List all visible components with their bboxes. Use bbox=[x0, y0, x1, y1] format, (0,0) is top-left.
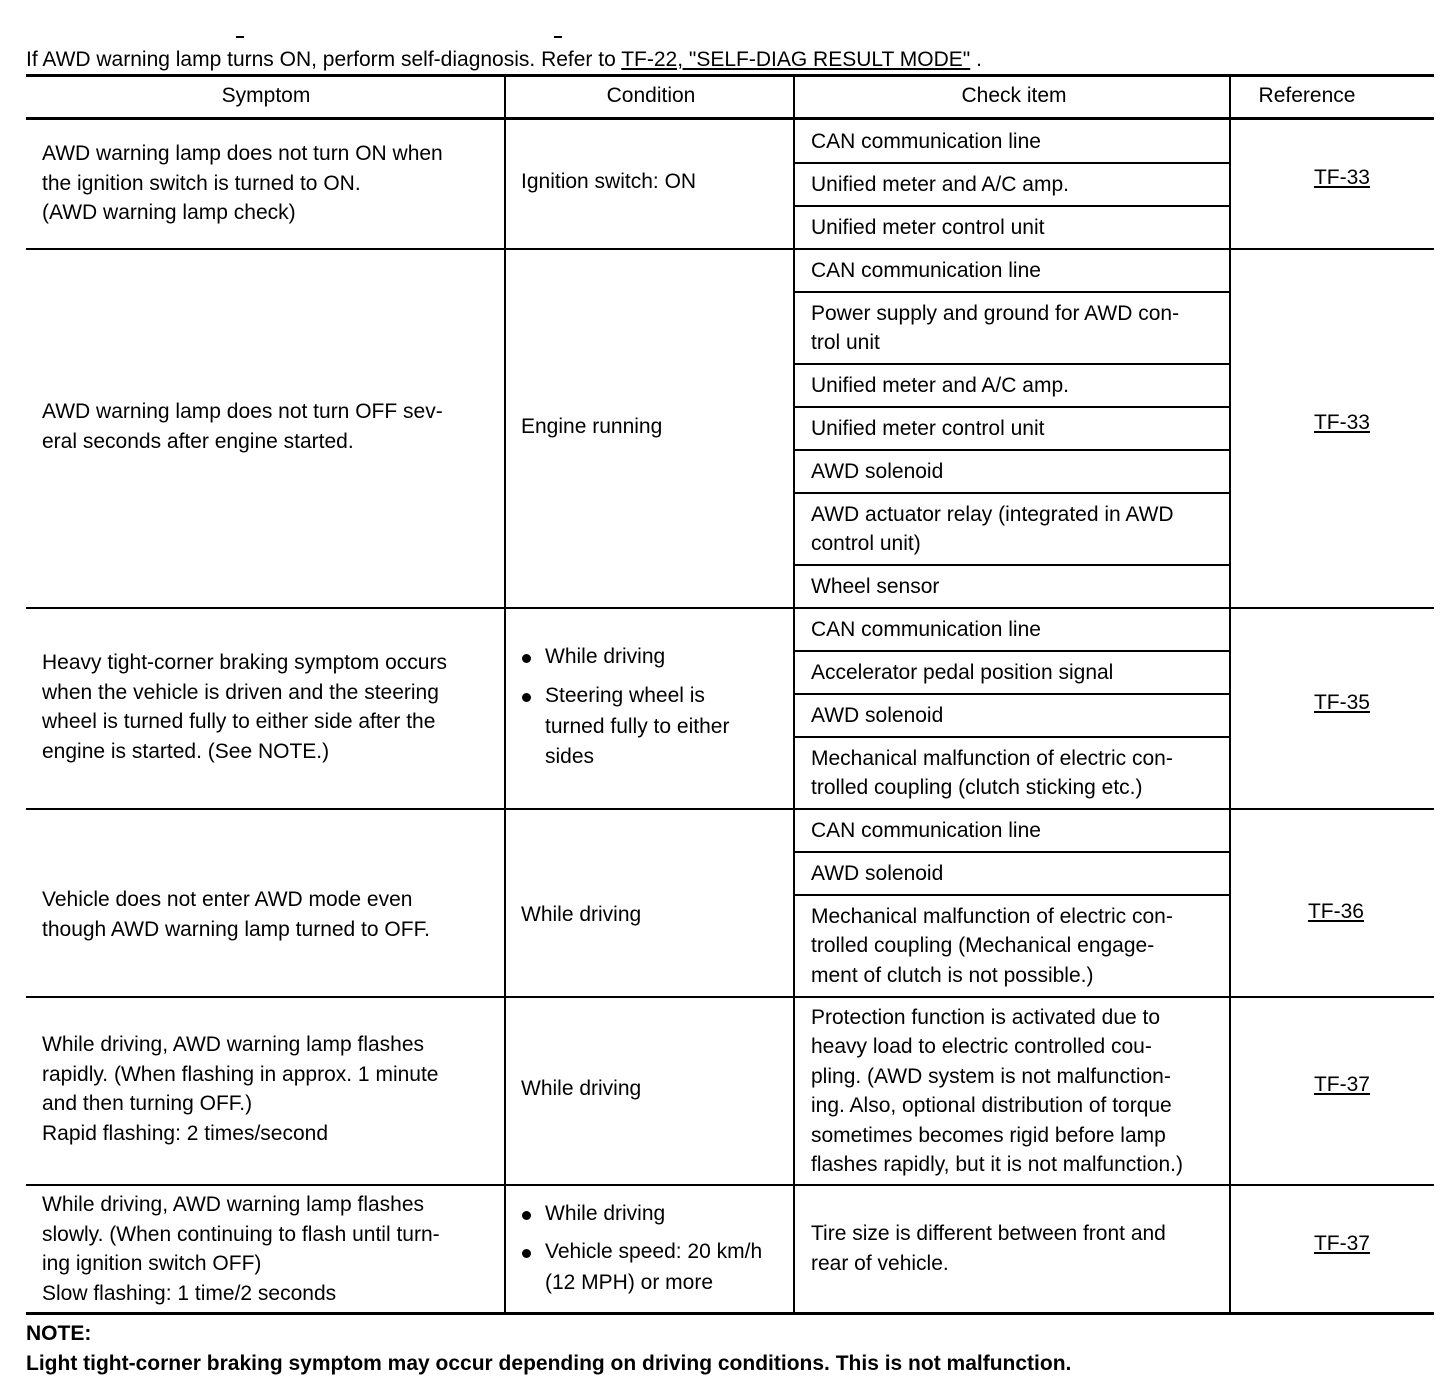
text-line: AWD warning lamp does not turn ON when bbox=[42, 142, 443, 165]
text-line: CAN communication line bbox=[811, 129, 1041, 153]
bullet-icon bbox=[522, 1249, 531, 1258]
bullet-icon bbox=[522, 1211, 531, 1220]
text-line: (12 MPH) or more bbox=[545, 1270, 714, 1294]
condition-cell bbox=[521, 900, 641, 930]
text-line: Unified meter control unit bbox=[811, 215, 1045, 239]
check-item bbox=[811, 170, 1069, 200]
row-divider bbox=[26, 248, 1434, 250]
text-line: Unified meter and A/C amp. bbox=[811, 172, 1069, 196]
check-divider bbox=[795, 291, 1230, 293]
row-divider bbox=[26, 996, 1434, 998]
reference-link[interactable]: TF-36 bbox=[1307, 900, 1364, 923]
text-line: While driving bbox=[521, 1077, 642, 1100]
self-diag-link[interactable]: TF-22, "SELF-DIAG RESULT MODE" bbox=[621, 48, 971, 71]
check-divider bbox=[795, 406, 1230, 408]
note-text: Light tight-corner braking symptom may occur depending on driving conditions. This is not malfunction. bbox=[26, 1352, 1072, 1375]
check-item bbox=[811, 414, 1044, 444]
text-line: AWD actuator relay (integrated in AWD bbox=[811, 502, 1174, 526]
check-item bbox=[811, 701, 943, 731]
intro-tail: . bbox=[970, 48, 982, 71]
check-divider bbox=[795, 492, 1230, 494]
text-line: AWD solenoid bbox=[811, 459, 944, 483]
header-condition: Condition bbox=[606, 84, 696, 107]
text-line: trol unit bbox=[811, 331, 880, 354]
text-line: AWD solenoid bbox=[811, 861, 944, 885]
text-line: sometimes becomes rigid before lamp bbox=[811, 1123, 1166, 1147]
intro-line bbox=[26, 46, 982, 74]
check-item bbox=[811, 1003, 1183, 1180]
text-line: Engine running bbox=[521, 415, 663, 438]
bullet-icon bbox=[522, 693, 531, 702]
col-divider bbox=[1229, 77, 1231, 1313]
check-item bbox=[811, 615, 1041, 645]
check-item bbox=[811, 299, 1179, 358]
text-line: Heavy tight-corner braking symptom occurs bbox=[42, 651, 447, 674]
check-divider bbox=[795, 851, 1230, 853]
check-item bbox=[811, 213, 1044, 243]
text-line: wheel is turned fully to either side after the bbox=[42, 710, 436, 733]
check-divider bbox=[795, 162, 1230, 164]
text-line: trolled coupling (clutch sticking etc.) bbox=[811, 776, 1143, 799]
text-line: While driving bbox=[545, 645, 666, 668]
text-line: engine is started. (See NOTE.) bbox=[42, 739, 330, 763]
row-divider bbox=[26, 607, 1434, 609]
check-item bbox=[811, 457, 943, 487]
text-line: the ignition switch is turned to ON. bbox=[42, 171, 361, 195]
condition-bullet bbox=[545, 1237, 762, 1298]
condition-cell bbox=[521, 412, 662, 442]
symptom-cell bbox=[42, 648, 447, 766]
reference-link[interactable]: TF-37 bbox=[1313, 1232, 1370, 1255]
text-line: slowly. (When continuing to flash until turn- bbox=[42, 1222, 440, 1246]
text-line: While driving, AWD warning lamp flashes bbox=[42, 1193, 425, 1216]
text-line: when the vehicle is driven and the steering bbox=[42, 680, 439, 704]
text-line: Ignition switch: ON bbox=[521, 170, 697, 193]
text-line: turned fully to either bbox=[545, 714, 730, 738]
table-top-border bbox=[26, 74, 1434, 77]
col-divider bbox=[793, 77, 795, 1313]
check-divider bbox=[795, 894, 1230, 896]
bullet-icon bbox=[522, 654, 531, 663]
scan-mark bbox=[554, 36, 562, 38]
text-line: rear of vehicle. bbox=[811, 1251, 949, 1275]
text-line: While driving bbox=[521, 903, 642, 926]
check-item bbox=[811, 256, 1041, 286]
header-bottom-border bbox=[26, 117, 1434, 120]
text-line: Vehicle speed: 20 km/h bbox=[545, 1240, 763, 1263]
text-line: While driving bbox=[545, 1202, 666, 1225]
table-bottom-border bbox=[26, 1312, 1434, 1315]
symptom-cell bbox=[42, 1190, 440, 1308]
text-line: Slow flashing: 1 time/2 seconds bbox=[42, 1281, 337, 1305]
check-item bbox=[811, 902, 1173, 991]
row-divider bbox=[26, 1184, 1434, 1186]
text-line: Mechanical malfunction of electric con- bbox=[811, 746, 1173, 770]
text-line: Rapid flashing: 2 times/second bbox=[42, 1121, 328, 1145]
text-line: Steering wheel is bbox=[545, 684, 705, 707]
intro-text: If AWD warning lamp turns ON, perform self-diagnosis. Refer to bbox=[26, 48, 622, 71]
scan-mark bbox=[236, 36, 244, 38]
text-line: Tire size is different between front and bbox=[811, 1222, 1166, 1245]
text-line: Unified meter and A/C amp. bbox=[811, 373, 1069, 397]
text-line: rapidly. (When flashing in approx. 1 minute bbox=[42, 1062, 439, 1086]
check-item bbox=[811, 371, 1069, 401]
check-divider bbox=[795, 449, 1230, 451]
row-divider bbox=[26, 808, 1434, 810]
symptom-cell bbox=[42, 139, 443, 228]
check-divider bbox=[795, 363, 1230, 365]
reference-link[interactable]: TF-35 bbox=[1313, 691, 1370, 714]
reference-link[interactable]: TF-33 bbox=[1313, 411, 1370, 434]
check-item bbox=[811, 658, 1113, 688]
text-line: flashes rapidly, but it is not malfunction.) bbox=[811, 1153, 1183, 1176]
text-line: While driving, AWD warning lamp flashes bbox=[42, 1033, 425, 1056]
text-line: AWD warning lamp does not turn OFF sev- bbox=[42, 400, 443, 423]
condition-cell bbox=[521, 167, 696, 197]
text-line: Accelerator pedal position signal bbox=[811, 660, 1114, 684]
check-divider bbox=[795, 693, 1230, 695]
text-line: pling. (AWD system is not malfunction- bbox=[811, 1064, 1171, 1088]
check-item bbox=[811, 859, 943, 889]
reference-link[interactable]: TF-33 bbox=[1313, 166, 1370, 189]
check-item bbox=[811, 1219, 1166, 1278]
text-line: trolled coupling (Mechanical engage- bbox=[811, 934, 1155, 958]
text-line: eral seconds after engine started. bbox=[42, 429, 354, 453]
header-check-item: Check item bbox=[961, 84, 1067, 107]
check-item bbox=[811, 816, 1041, 846]
header-symptom: Symptom bbox=[221, 84, 311, 107]
text-line: CAN communication line bbox=[811, 818, 1041, 842]
header-reference: Reference bbox=[1258, 84, 1356, 107]
check-divider bbox=[795, 736, 1230, 738]
text-line: ment of clutch is not possible.) bbox=[811, 963, 1094, 987]
check-item bbox=[811, 744, 1173, 803]
text-line: CAN communication line bbox=[811, 258, 1041, 282]
note-label: NOTE: bbox=[26, 1322, 92, 1345]
condition-cell bbox=[521, 1074, 641, 1104]
text-line: (AWD warning lamp check) bbox=[42, 201, 296, 224]
text-line: heavy load to electric controlled cou- bbox=[811, 1035, 1152, 1058]
check-item bbox=[811, 127, 1041, 157]
text-line: control unit) bbox=[811, 532, 921, 555]
symptom-cell bbox=[42, 397, 443, 456]
text-line: ing ignition switch OFF) bbox=[42, 1252, 262, 1275]
check-item bbox=[811, 500, 1174, 559]
text-line: sides bbox=[545, 745, 595, 768]
check-item bbox=[811, 572, 939, 602]
condition-bullet bbox=[545, 1199, 665, 1230]
text-line: Protection function is activated due to bbox=[811, 1005, 1161, 1029]
condition-bullet bbox=[545, 642, 665, 673]
text-line: CAN communication line bbox=[811, 617, 1041, 641]
check-divider bbox=[795, 205, 1230, 207]
text-line: Wheel sensor bbox=[811, 574, 940, 598]
text-line: Vehicle does not enter AWD mode even bbox=[42, 888, 413, 911]
text-line: AWD solenoid bbox=[811, 703, 944, 727]
symptom-cell bbox=[42, 1030, 438, 1148]
text-line: and then turning OFF.) bbox=[42, 1092, 253, 1115]
condition-bullet bbox=[545, 681, 729, 773]
reference-link[interactable]: TF-37 bbox=[1313, 1073, 1370, 1096]
text-line: Unified meter control unit bbox=[811, 416, 1045, 440]
text-line: ing. Also, optional distribution of torque bbox=[811, 1094, 1172, 1117]
text-line: though AWD warning lamp turned to OFF. bbox=[42, 917, 430, 941]
col-divider bbox=[504, 77, 506, 1313]
check-divider bbox=[795, 650, 1230, 652]
text-line: Power supply and ground for AWD con- bbox=[811, 301, 1180, 325]
text-line: Mechanical malfunction of electric con- bbox=[811, 904, 1173, 928]
symptom-cell bbox=[42, 885, 430, 944]
check-divider bbox=[795, 564, 1230, 566]
